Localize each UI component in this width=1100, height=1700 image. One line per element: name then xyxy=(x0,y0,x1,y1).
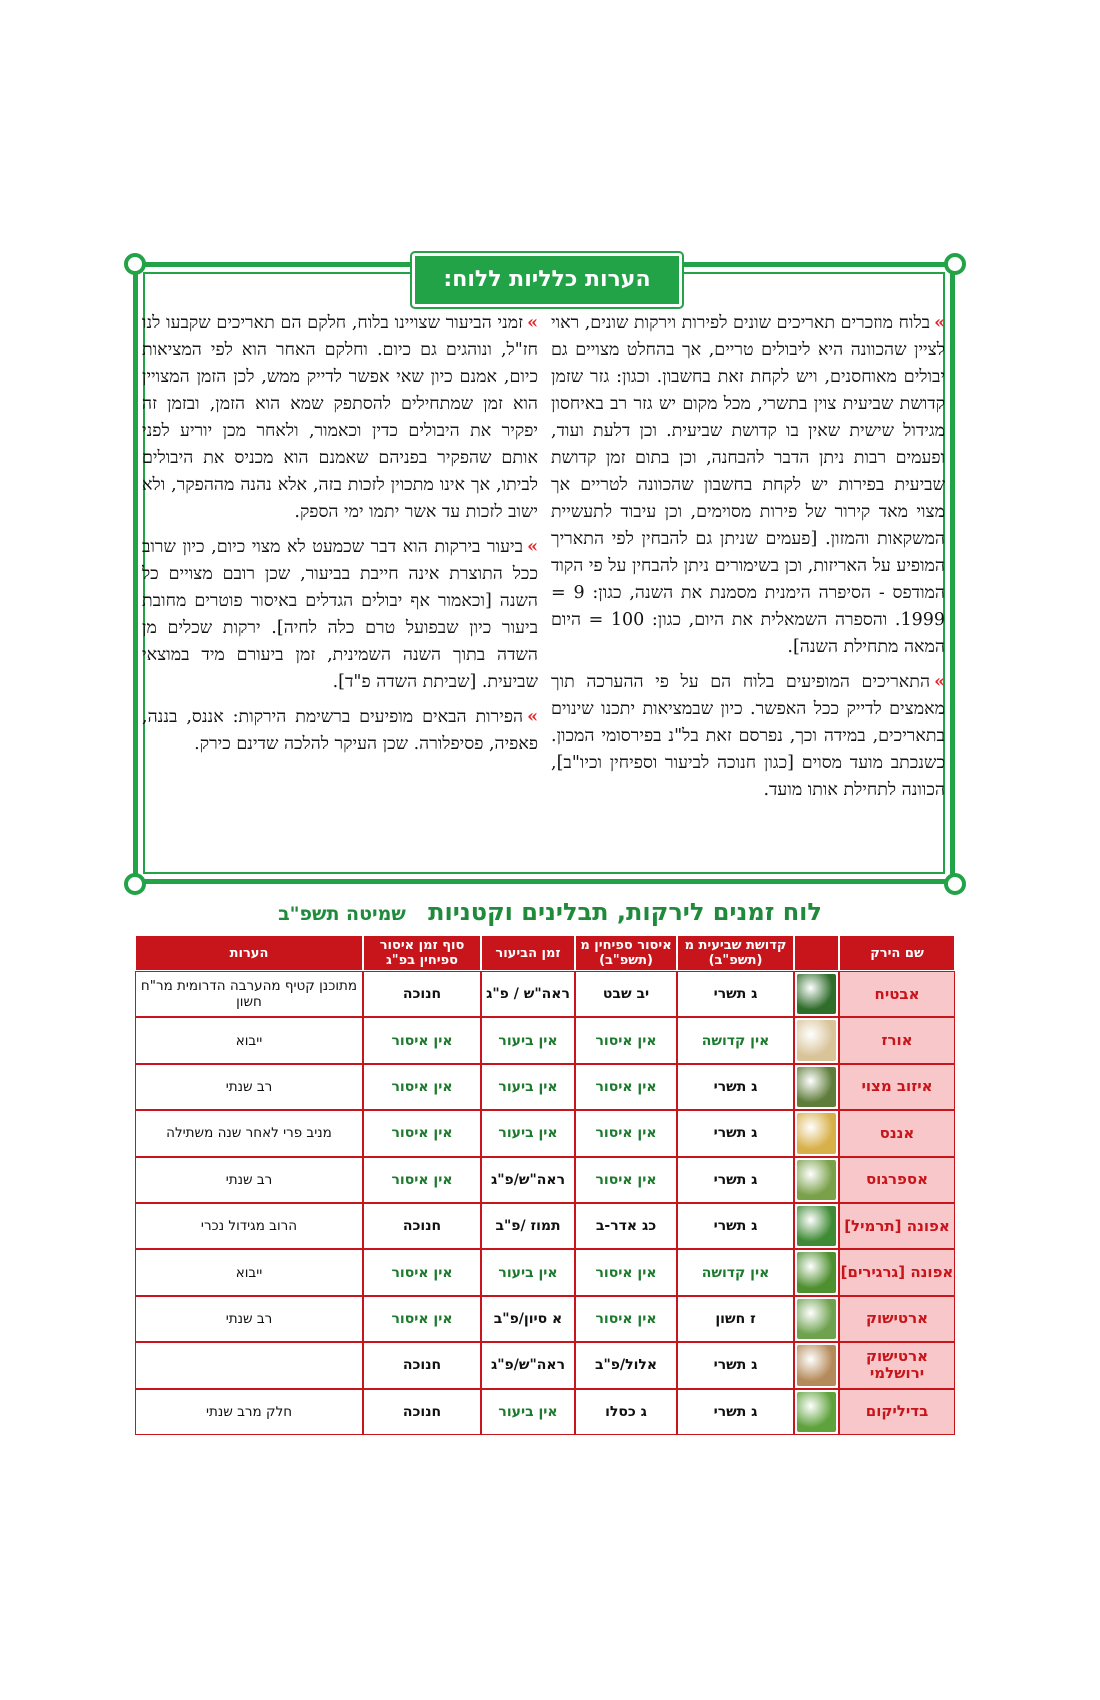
table-row xyxy=(135,1017,955,1063)
table-title xyxy=(140,896,960,930)
cell-name: אורז xyxy=(839,1017,955,1063)
cell-end: אין איסור xyxy=(363,1110,481,1156)
header-notes: הערות xyxy=(135,935,363,971)
header-name: שם הירק xyxy=(839,935,955,971)
bullet-icon: » xyxy=(934,313,945,333)
cell-name: אספרגוס xyxy=(839,1157,955,1203)
cell-biur: ראה"ש / פ"ג xyxy=(481,971,575,1017)
table-header-row xyxy=(135,935,955,971)
cell-end: אין איסור xyxy=(363,1017,481,1063)
cell-notes xyxy=(135,1342,363,1388)
cell-end: חנוכה xyxy=(363,1389,481,1435)
cell-name: איזוב מצוי xyxy=(839,1064,955,1110)
asparagus-image xyxy=(797,1160,836,1200)
note-paragraph: »זמני הביעור שצויינו בלוח, חלקם הם תאריכים שקבעו לנו חז"ל, ונוהגים גם כיום. וחלקם האחר הוא לפי המציאות כיום, אמנם כיון שאי אפשר לדייק ממש, לכן הזמן המצויין הוא זמן שמתחילים להסתפק שמא הוא הזמן, ובזמן זה יפקיר את היבולים כדין וכאמור, ולאחר מכן יוריע לפני אותם שהפקיר בפניהם שאמנם הוא מכניס את היבולים לביתו, אך אינו מתכוין לזכות בזה, אלא נהנה מההפקר, ולא ישוב לזכות עד אשר יתמו ימי הספק. xyxy=(142,313,538,522)
basil-image xyxy=(794,1389,839,1435)
jerusalem-artichoke-image xyxy=(794,1342,839,1388)
cell-notes: חלק מרב שנתי xyxy=(135,1389,363,1435)
bullet-icon: » xyxy=(527,537,538,557)
table-title-subtitle: שמיטה תשפ"ב xyxy=(278,903,406,925)
artichoke-image xyxy=(794,1296,839,1342)
cell-end: אין איסור xyxy=(363,1064,481,1110)
cell-sefichin: אין איסור xyxy=(575,1249,677,1295)
cell-name: אבטיח xyxy=(839,971,955,1017)
cell-biur: ראה"ש/פ"ג xyxy=(481,1157,575,1203)
cell-sefichin: אין איסור xyxy=(575,1017,677,1063)
jerusalem-artichoke-image xyxy=(797,1345,836,1385)
rice-image xyxy=(797,1020,836,1060)
cell-kedusha: ג תשרי xyxy=(677,1203,794,1249)
note-paragraph: »בלוח מוזכרים תאריכים שונים לפירות וירקות שונים, ראוי לציין שהכוונה היא ליבולים טריים, אך בהחלט מצויים גם יבולים מאוחסנים, ויש לקחת זאת בחשבון. וכגון: גזר שזמן קדושת שביעית צוין בתשרי, מכל מקום יש גזר רב באיחסון מגידול שישית שאין בו קדושת שביעית. וכן דלעת ועוד, ופעמים רבות ניתן הדבר להבחנה, וכן בתום זמן קדושת שביעית בפירות יש לקחת בחשבון שהכוונה לטריים אך מצוי מאד קירור של פירות מסוימים, וכן עיבוד לתעשיית המשקאות והמזון. [פעמים שניתן גם להבחין לפי התאריך המופיע על האריזות, וכן בשימורים ניתן להבחין על פי הקוד המודפס - הסיפרה הימנית מסמנת את השנה, כגון: 9 = 1999. והספרה השמאלית את היום, כגון: 100 = היום המאה מתחילת השנה]. xyxy=(551,313,945,657)
vegetable-schedule-table xyxy=(135,935,955,1435)
asparagus-image xyxy=(794,1157,839,1203)
cell-biur: אין ביעור xyxy=(481,1249,575,1295)
table-row xyxy=(135,1110,955,1156)
cell-notes: רב שנתי xyxy=(135,1064,363,1110)
cell-sefichin: אין איסור xyxy=(575,1296,677,1342)
cell-biur: אין ביעור xyxy=(481,1389,575,1435)
cell-biur: ראה"ש/פ"ג xyxy=(481,1342,575,1388)
header-end: סוף זמן איסור ספיחין בפ"ג xyxy=(363,935,481,971)
cell-name: בדיליקום xyxy=(839,1389,955,1435)
table-row xyxy=(135,1389,955,1435)
cell-sefichin: יב שבט xyxy=(575,971,677,1017)
cell-kedusha: ג תשרי xyxy=(677,1157,794,1203)
cell-biur: א סיון/פ"ב xyxy=(481,1296,575,1342)
watermelon-image xyxy=(794,971,839,1017)
cell-notes: הרוב מגידול נכרי xyxy=(135,1203,363,1249)
cell-end: אין איסור xyxy=(363,1249,481,1295)
cell-biur: תמוז /פ"ב xyxy=(481,1203,575,1249)
hyssop-image xyxy=(794,1064,839,1110)
frame-corner-ornament xyxy=(124,873,146,895)
cell-end: חנוכה xyxy=(363,1203,481,1249)
cell-end: אין איסור xyxy=(363,1157,481,1203)
artichoke-image xyxy=(797,1299,836,1339)
table-row xyxy=(135,1064,955,1110)
cell-name: אננס xyxy=(839,1110,955,1156)
header-biur: זמן הביעור xyxy=(481,935,575,971)
cell-notes: ייבוא xyxy=(135,1017,363,1063)
cell-notes: ייבוא xyxy=(135,1249,363,1295)
basil-image xyxy=(797,1392,836,1432)
table-row xyxy=(135,1203,955,1249)
cell-name: ארטישוק ירושלמי xyxy=(839,1342,955,1388)
hyssop-image xyxy=(797,1067,836,1107)
table-row xyxy=(135,1249,955,1295)
header-image xyxy=(794,935,839,971)
cell-kedusha: ג תשרי xyxy=(677,1064,794,1110)
cell-sefichin: אין איסור xyxy=(575,1157,677,1203)
cell-notes: מתוכנן קטיף מהערבה הדרומית מר"ח חשון xyxy=(135,971,363,1017)
cell-notes: רב שנתי xyxy=(135,1157,363,1203)
pineapple-image xyxy=(794,1110,839,1156)
pea-grain-image xyxy=(794,1249,839,1295)
frame-corner-ornament xyxy=(944,253,966,275)
cell-sefichin: אין איסור xyxy=(575,1110,677,1156)
cell-name: אפונה [גרגירים] xyxy=(839,1249,955,1295)
cell-name: אפונה [תרמיל] xyxy=(839,1203,955,1249)
bullet-icon: » xyxy=(527,313,538,333)
cell-end: חנוכה xyxy=(363,971,481,1017)
cell-sefichin: כג אדר-ב xyxy=(575,1203,677,1249)
pineapple-image xyxy=(797,1113,836,1153)
bullet-icon: » xyxy=(934,672,945,692)
cell-end: אין איסור xyxy=(363,1296,481,1342)
cell-kedusha: ג תשרי xyxy=(677,1389,794,1435)
watermelon-image xyxy=(797,974,836,1014)
cell-kedusha: ז חשון xyxy=(677,1296,794,1342)
cell-sefichin: אלול/פ"ב xyxy=(575,1342,677,1388)
cell-sefichin: אין איסור xyxy=(575,1064,677,1110)
pea-pod-image xyxy=(797,1206,836,1246)
note-paragraph: »ביעור בירקות הוא דבר שכמעט לא מצוי כיום, כיון שרוב ככל התוצרת אינה חייבת בביעור, שכן רובם מצויים כל השנה [וכאמור אף יבולים הגדלים באיסור פוטרים מחובת ביעור כיון שבפועל טרם כלה לחיה]. ירקות שכלים מן השדה בתוך השנה השמינית, זמן ביעורם מיד במוצאי שביעית. [שביתת השדה פ"ד]. xyxy=(142,537,538,692)
cell-biur: אין ביעור xyxy=(481,1110,575,1156)
note-paragraph: »התאריכים המופיעים בלוח הם על פי ההערכה תוך מאמצים לדייק ככל האפשר. כיון שבמציאות יתכנו שינוים בתאריכים, במידה וכך, נפרסם זאת בל"נ בפירסומי המכון. כשנכתב מועד מסוים [כגון חנוכה לביעור וספיחין וכיו"ב], הכוונה לתחילת אותו מועד. xyxy=(551,672,945,800)
cell-kedusha: ג תשרי xyxy=(677,1342,794,1388)
table-row xyxy=(135,1296,955,1342)
header-kedusha: קדושת שביעית מ (תשפ"ב) xyxy=(677,935,794,971)
bullet-icon: » xyxy=(527,707,538,727)
table-row xyxy=(135,971,955,1017)
cell-biur: אין ביעור xyxy=(481,1017,575,1063)
cell-kedusha: ג תשרי xyxy=(677,971,794,1017)
pea-pod-image xyxy=(794,1203,839,1249)
cell-kedusha: אין קדושה xyxy=(677,1017,794,1063)
table-row xyxy=(135,1157,955,1203)
table-row xyxy=(135,1342,955,1388)
notes-title: הערות כלליות ללוח: xyxy=(412,253,682,307)
cell-notes: מניב פרי לאחר שנה משתילה xyxy=(135,1110,363,1156)
cell-end: חנוכה xyxy=(363,1342,481,1388)
table-title-main: לוח זמנים לירקות, תבלינים וקטניות xyxy=(428,898,822,926)
cell-kedusha: ג תשרי xyxy=(677,1110,794,1156)
rice-image xyxy=(794,1017,839,1063)
frame-corner-ornament xyxy=(944,873,966,895)
cell-notes: רב שנתי xyxy=(135,1296,363,1342)
notes-right-column xyxy=(551,310,945,865)
note-paragraph: »הפירות הבאים מופיעים ברשימת הירקות: אננס, בננה, פאפיה, פסיפלורה. שכן העיקר להלכה שדינם כירק. xyxy=(142,707,538,754)
pea-grain-image xyxy=(797,1252,836,1292)
notes-left-column xyxy=(142,310,538,865)
cell-biur: אין ביעור xyxy=(481,1064,575,1110)
cell-sefichin: ג כסלו xyxy=(575,1389,677,1435)
cell-kedusha: אין קדושה xyxy=(677,1249,794,1295)
cell-name: ארטישוק xyxy=(839,1296,955,1342)
frame-corner-ornament xyxy=(124,253,146,275)
header-sefichin: איסור ספיחין מ (תשפ"ב) xyxy=(575,935,677,971)
